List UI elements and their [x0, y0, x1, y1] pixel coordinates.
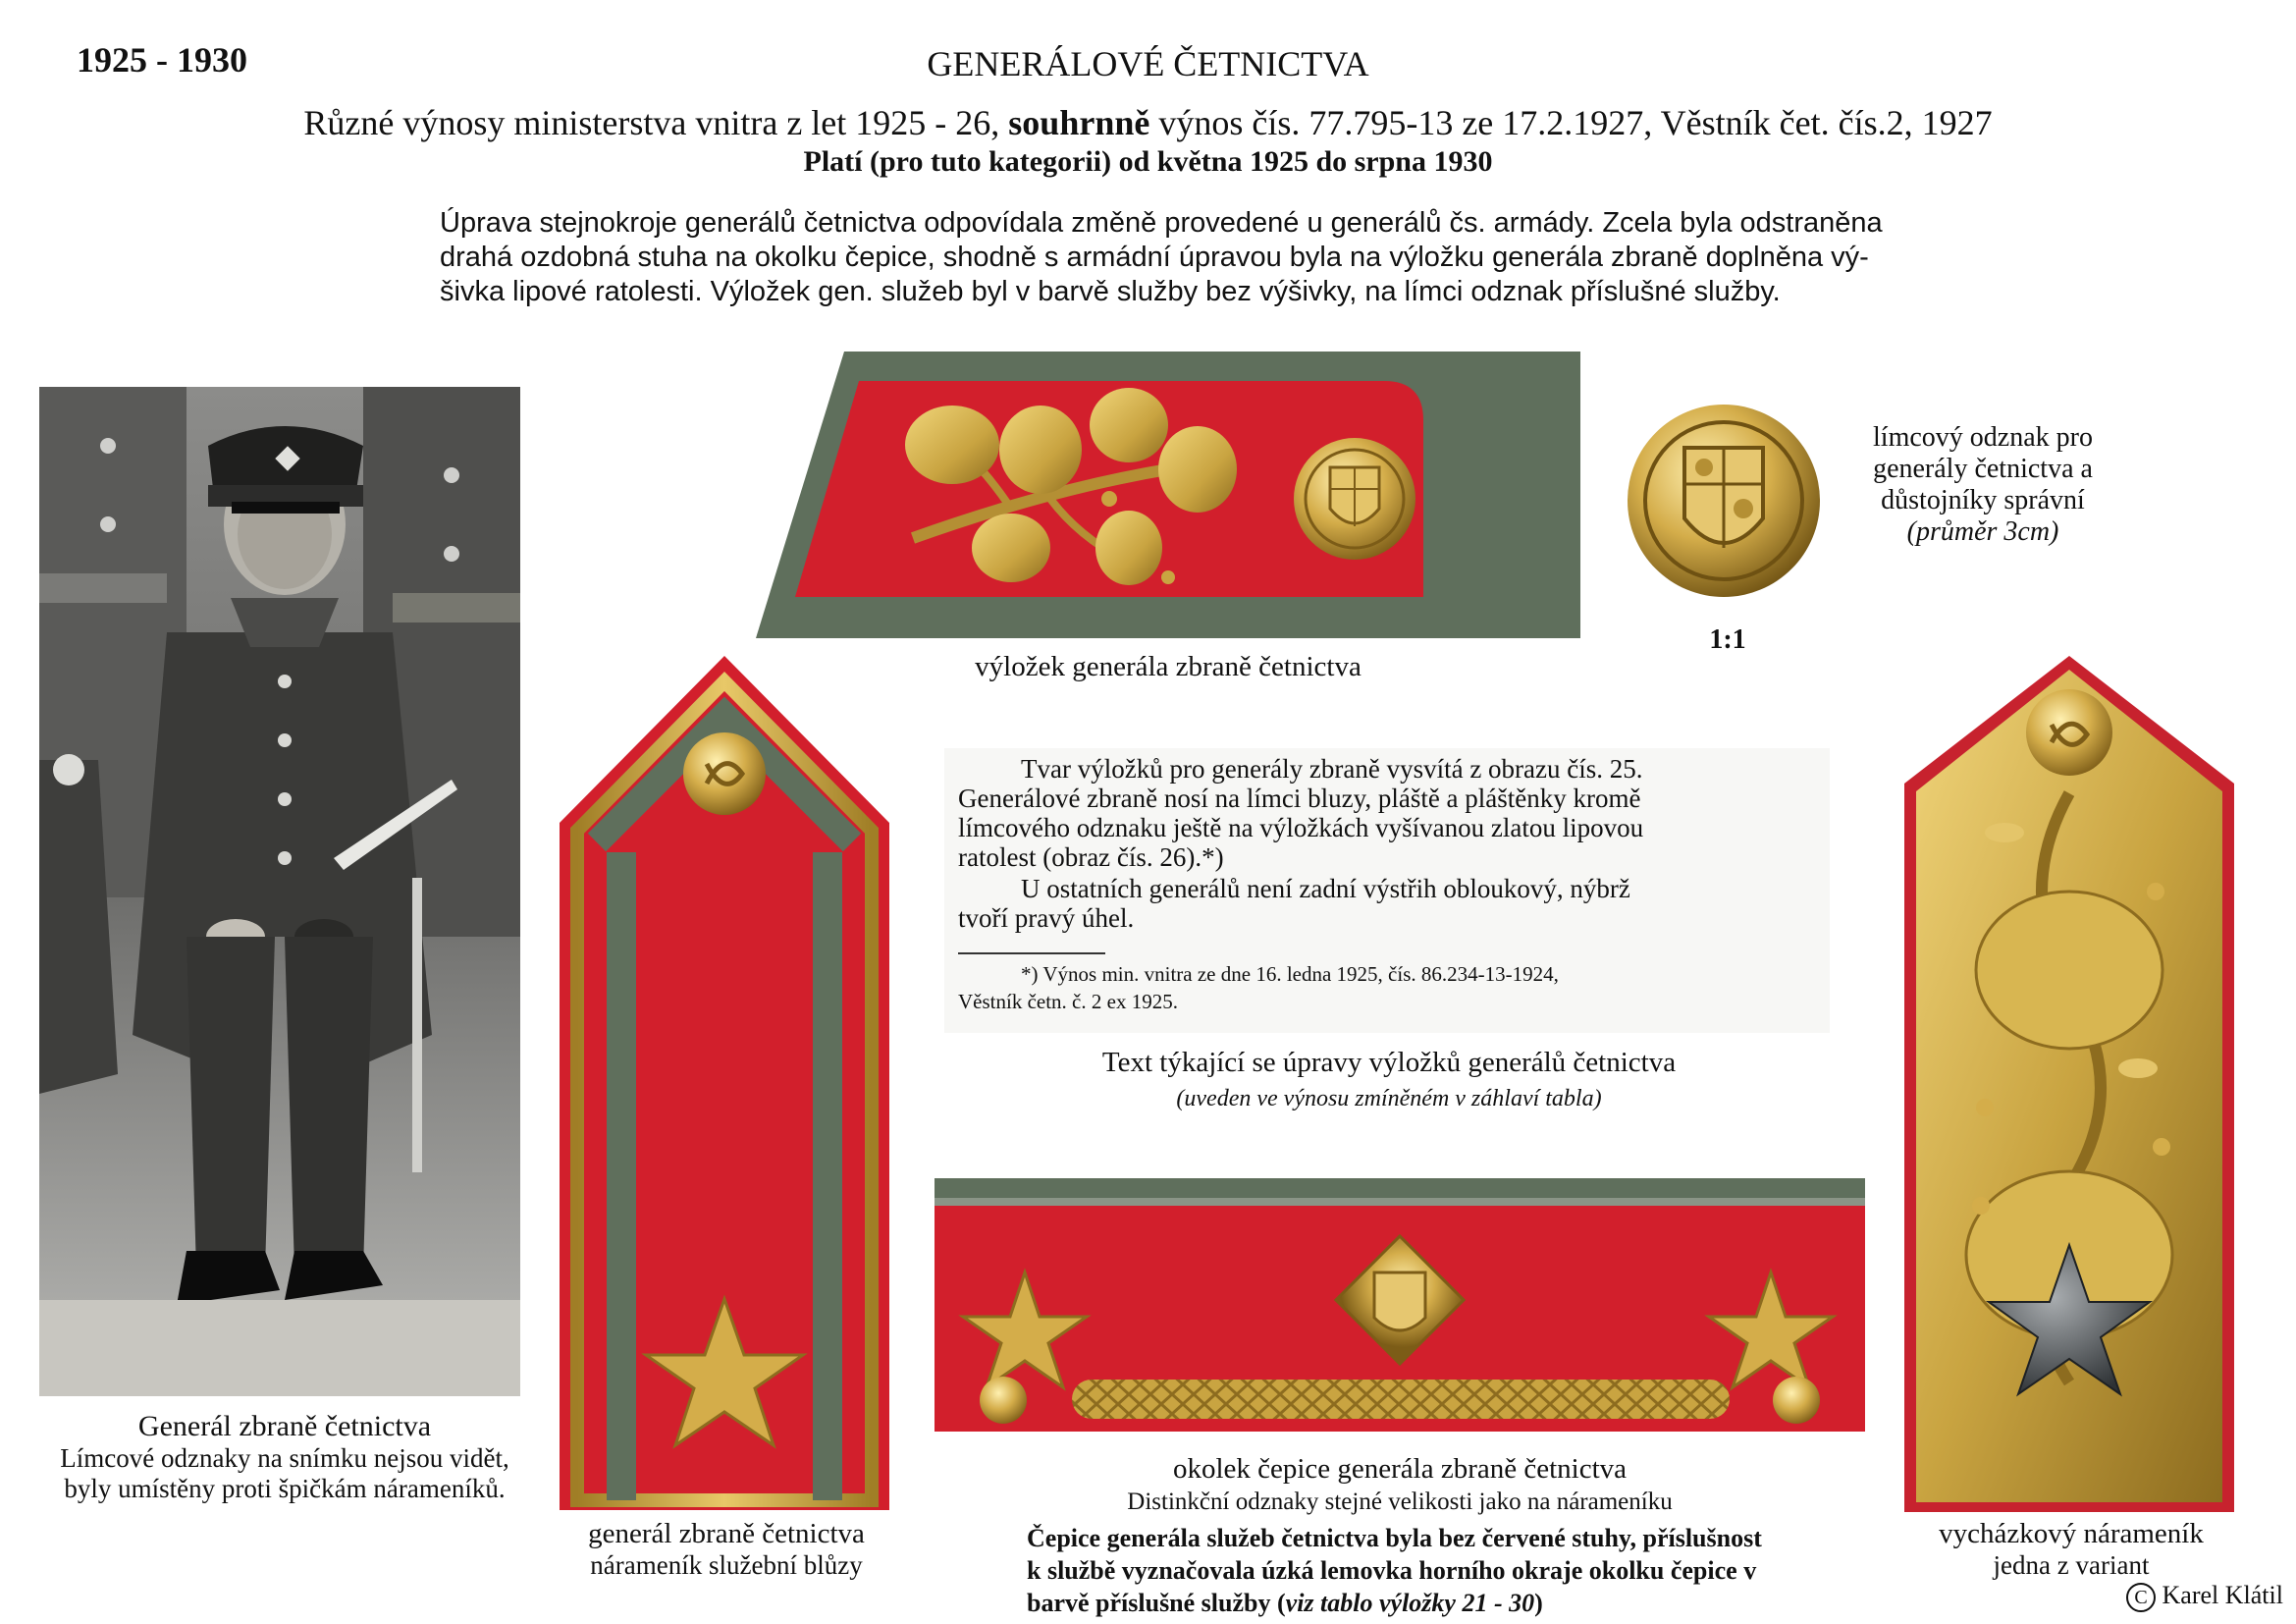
cap-note	[1027, 1522, 1842, 1619]
cap-note-text: )	[1534, 1589, 1543, 1617]
cap-caption-sub: Distinkční odznaky stejné velikosti jako na nárameníku	[1127, 1489, 1673, 1515]
scale-label: 1:1	[1709, 624, 1746, 655]
regulation-line: tvoří pravý úhel.	[958, 903, 1135, 933]
service-board-caption-line: generál zbraně četnictva	[588, 1518, 865, 1549]
cap-note-ref: viz tablo výložky 21 - 30	[1285, 1589, 1535, 1617]
copyright	[2126, 1581, 2283, 1612]
regulation-line: límcového odznaku ještě na výložkách vyšívanou zlatou lipovou	[958, 813, 1644, 842]
photo-caption-line: Límcové odznaky na snímku nejsou vidět,	[60, 1443, 509, 1473]
dress-shoulder-board-image	[1896, 656, 2242, 1512]
copyright-author: Karel Klátil	[2162, 1581, 2283, 1609]
badge-caption-line: límcový odznak pro	[1873, 422, 2093, 453]
subtitle-post: výnos čís. 77.795-13 ze 17.2.1927, Věstník čet. čís.2, 1927	[1149, 103, 1993, 142]
badge-caption-line: generály četnictva a	[1873, 454, 2093, 484]
regulation-caption: Text týkající se úpravy výložků generálů četnictva	[1101, 1047, 1677, 1078]
subtitle-pre: Různé výnosy ministerstva vnitra z let 1925 - 26,	[303, 103, 1009, 142]
intro-line: šivka lipové ratolesti. Výložek gen. služeb byl v barvě služby bez výšivky, na límci odznak příslušné služby.	[440, 276, 1781, 307]
regulation-caption-note: (uveden ve výnosu zmíněném v záhlaví tabla)	[1176, 1086, 1602, 1111]
cap-band-image	[934, 1178, 1865, 1432]
intro-line: Úprava stejnokroje generálů četnictva odpovídala změně provedené u generálů čs. armády. Zcela byla odstraněna	[440, 207, 1883, 239]
subtitle	[0, 102, 2296, 143]
validity-line: Platí (pro tuto kategorii) od května 1925 do srpna 1930	[803, 145, 1493, 178]
service-shoulder-board-image	[550, 656, 899, 1510]
intro-paragraph	[440, 206, 1951, 309]
cap-note-line: Čepice generála služeb četnictva byla bez červené stuhy, příslušnost	[1027, 1524, 1762, 1552]
dress-board-caption	[1895, 1518, 2248, 1581]
service-board-caption	[540, 1518, 913, 1581]
photo-caption-line: byly umístěny proti špičkám nárameníků.	[64, 1474, 506, 1503]
regulation-text-excerpt	[944, 748, 1830, 1033]
collar-badge-image	[1626, 391, 1822, 611]
regulation-line: Generálové zbraně nosí na límci bluzy, pláště a pláštěnky kromě	[958, 784, 1641, 813]
photo-caption	[59, 1410, 510, 1504]
cap-caption: okolek čepice generála zbraně četnictva	[1172, 1453, 1628, 1485]
regulation-line: ratolest (obraz čís. 26).*)	[958, 842, 1224, 872]
general-photo	[39, 387, 520, 1396]
cap-note-line	[1027, 1587, 1842, 1619]
subtitle-bold: souhrnně	[1008, 103, 1150, 142]
page-title: GENERÁLOVÉ ČETNICTVA	[927, 44, 1369, 83]
years-label: 1925 - 1930	[77, 40, 247, 80]
regulation-line: U ostatních generálů není zadní výstřih obloukový, nýbrž	[1021, 874, 1630, 903]
dress-board-caption-line: vycházkový nárameník	[1939, 1518, 2204, 1549]
badge-caption	[1845, 422, 2120, 548]
dress-board-caption-line: jedna z variant	[1993, 1550, 2150, 1580]
photo-caption-title: Generál zbraně četnictva	[137, 1410, 432, 1442]
regulation-footnote: *) Výnos min. vnitra ze dne 16. ledna 1925, čís. 86.234-13-1924,	[1021, 962, 1559, 986]
collar-caption: výložek generála zbraně četnictva	[975, 651, 1362, 682]
regulation-footnote: Věstník četn. č. 2 ex 1925.	[958, 990, 1178, 1013]
intro-line: drahá ozdobná stuha na okolku čepice, shodně s armádní úpravou byla na výložku generála zbraně doplněna vý-	[440, 242, 1869, 273]
badge-diameter: (průměr 3cm)	[1906, 516, 2059, 547]
collar-tab-image	[756, 352, 1580, 638]
service-board-caption-line: nárameník služební blůzy	[590, 1550, 863, 1580]
cap-note-text: barvě příslušné služby (	[1027, 1589, 1286, 1617]
copyright-icon: C	[2126, 1583, 2156, 1612]
badge-caption-line: důstojníky správní	[1881, 485, 2085, 515]
regulation-line: Tvar výložků pro generály zbraně vysvítá z obrazu čís. 25.	[1021, 754, 1643, 784]
cap-note-line: k službě vyznačovala úzká lemovka horního okraje okolku čepice v	[1027, 1556, 1757, 1585]
footnote-rule	[958, 952, 1105, 954]
